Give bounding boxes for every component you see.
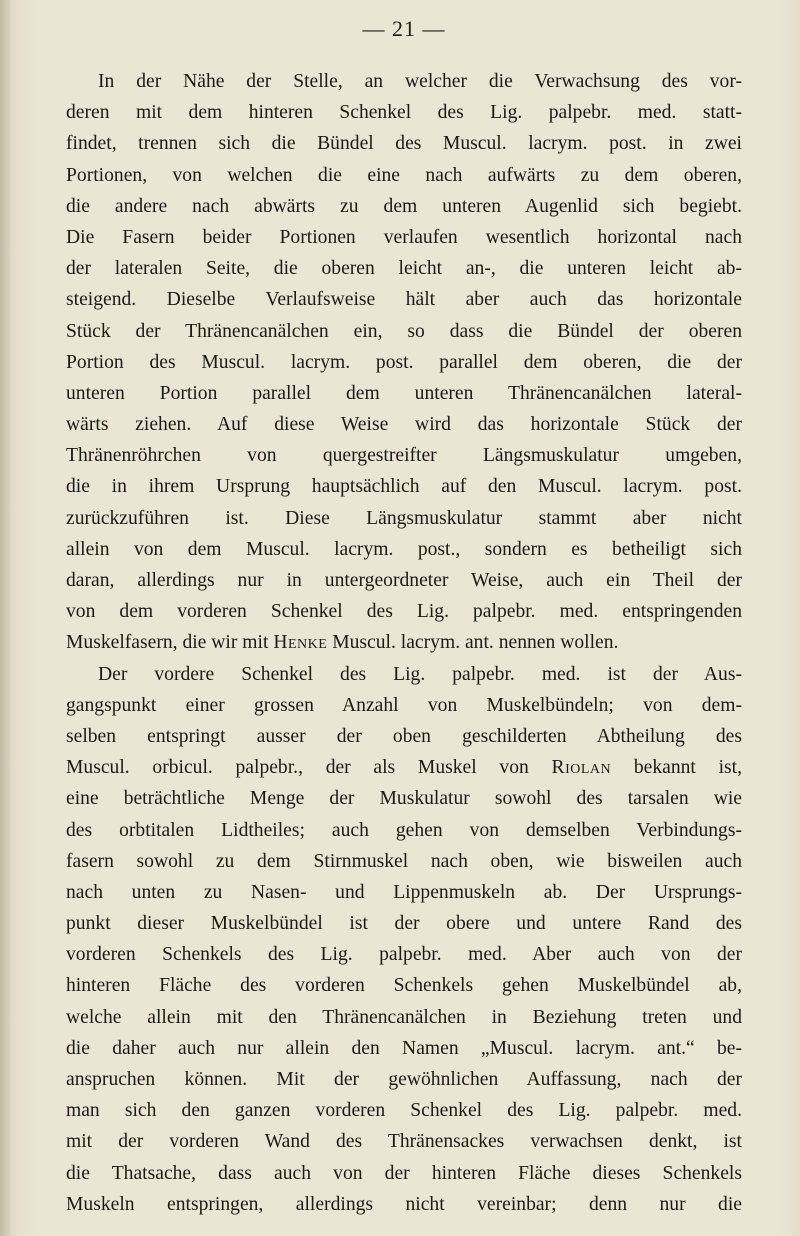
page-gutter-shadow xyxy=(0,0,10,1236)
text-line: gangspunkt einer grossen Anzahl von Muskelbündeln; von dem- xyxy=(66,694,742,716)
text-line: Die Fasern beider Portionen verlaufen wesentlich horizontal nach xyxy=(66,226,742,248)
text-line xyxy=(66,627,742,658)
text-line: Thränenröhrchen von quergestreifter Längsmuskulatur umgeben, xyxy=(66,445,742,467)
text-line: unteren Portion parallel dem unteren Thränencanälchen lateral- xyxy=(66,382,742,404)
text-line: anspruchen können. Mit der gewöhnlichen Auffassung, nach der xyxy=(66,1069,742,1090)
author-name: Henke xyxy=(273,632,328,654)
text-line: In der Nähe der Stelle, an welcher die Verwachsung des vor- xyxy=(98,71,742,92)
text-line: die Thatsache, dass auch von der hinteren Fläche dieses Schenkels xyxy=(66,1162,742,1184)
text-segment: Muscul. orbicul. palpebr., der als Muskel von xyxy=(66,757,552,779)
text-line xyxy=(66,752,742,783)
text-line: deren mit dem hinteren Schenkel des Lig. palpebr. med. statt- xyxy=(66,102,742,124)
text-line: zurückzuführen ist. Diese Längsmuskulatur stammt aber nicht xyxy=(66,507,742,529)
text-line: selben entspringt ausser der oben geschilderten Abtheilung des xyxy=(66,725,742,747)
text-line: daran, allerdings nur in untergeordneter Weise, auch ein Theil der xyxy=(66,570,742,591)
text-line: die andere nach abwärts zu dem unteren Augenlid sich begiebt. xyxy=(66,195,742,217)
page-number: — 21 — xyxy=(362,16,446,41)
text-line: die in ihrem Ursprung hauptsächlich auf den Muscul. lacrym. post. xyxy=(66,476,742,498)
text-line: steigend. Dieselbe Verlaufsweise hält aber auch das horizontale xyxy=(66,289,742,311)
text-line: von dem vorderen Schenkel des Lig. palpebr. med. entspringenden xyxy=(66,601,742,623)
text-line: nach unten zu Nasen- und Lippenmuskeln ab. Der Ursprungs- xyxy=(66,881,742,903)
text-line: die daher auch nur allein den Namen „Muscul. lacrym. ant.“ be- xyxy=(66,1037,742,1059)
author-name: Riolan xyxy=(551,757,612,779)
text-line: Muskeln entspringen, allerdings nicht vereinbar; denn nur die xyxy=(66,1193,742,1215)
text-line: mit der vorderen Wand des Thränensackes verwachsen denkt, ist xyxy=(66,1131,742,1153)
text-segment: Muscul. lacrym. ant. nennen wollen. xyxy=(327,632,619,654)
text-line: Portionen, von welchen die eine nach aufwärts zu dem oberen, xyxy=(66,164,742,186)
text-segment: Muskelfasern, die wir mit xyxy=(66,632,274,654)
text-line: Der vordere Schenkel des Lig. palpebr. med. ist der Aus- xyxy=(98,663,742,685)
body-text xyxy=(66,66,742,1220)
text-line: eine beträchtliche Menge der Muskulatur sowohl des tarsalen wie xyxy=(66,788,742,810)
text-line: des orbtitalen Lidtheiles; auch gehen von demselben Verbindungs- xyxy=(66,819,742,841)
text-line: Stück der Thränencanälchen ein, so dass die Bündel der oberen xyxy=(66,320,742,342)
text-line: hinteren Fläche des vorderen Schenkels gehen Muskelbündel ab, xyxy=(66,975,742,997)
text-line: welche allein mit den Thränencanälchen in Beziehung treten und xyxy=(66,1006,742,1028)
text-line: man sich den ganzen vorderen Schenkel des Lig. palpebr. med. xyxy=(66,1100,742,1122)
text-line: fasern sowohl zu dem Stirnmuskel nach oben, wie bisweilen auch xyxy=(66,850,742,872)
text-line: wärts ziehen. Auf diese Weise wird das horizontale Stück der xyxy=(66,414,742,436)
text-line: vorderen Schenkels des Lig. palpebr. med. Aber auch von der xyxy=(66,944,742,966)
text-line: Portion des Muscul. lacrym. post. parallel dem oberen, die der xyxy=(66,351,742,373)
text-line: der lateralen Seite, die oberen leicht an-, die unteren leicht ab- xyxy=(66,258,742,280)
text-segment: bekannt ist, xyxy=(611,757,743,779)
text-line: findet, trennen sich die Bündel des Muscul. lacrym. post. in zwei xyxy=(66,133,742,155)
text-line: punkt dieser Muskelbündel ist der obere und untere Rand des xyxy=(66,913,742,935)
text-line: allein von dem Muscul. lacrym. post., sondern es betheiligt sich xyxy=(66,538,742,560)
